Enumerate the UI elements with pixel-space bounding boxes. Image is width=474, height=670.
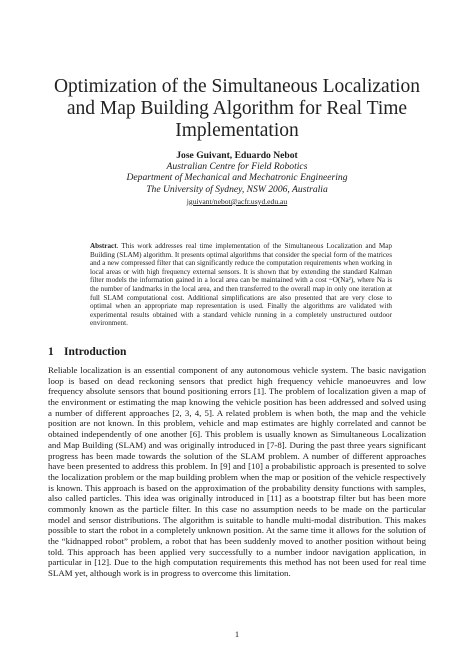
section-heading-introduction [48, 345, 126, 359]
affiliation-line-3: The University of Sydney, NSW 2006, Australia [146, 183, 328, 195]
abstract-label: Abstract [90, 242, 117, 250]
paper-title: Optimization of the Simultaneous Localization and Map Building Algorithm for Real Time Implementation [53, 76, 421, 141]
introduction-paragraph: Reliable localization is an essential component of any autonomous vehicle system. The basic navigation loop is based on dead reckoning sensors that predict high frequency vehicle manoeuvres and low frequency absolute sensors that bound positioning errors [1]. The problem of localization given a map of the environment or estimating the map knowing the vehicle position has been addressed and solved using a number of different approaches [2, 3, 4, 5]. A related problem is when both, the map and the vehicle position are not known. In this problem, vehicle and map estimates are highly correlated and cannot be obtained independently of one another [6]. This problem is usually known as Simultaneous Localization and Map Building (SLAM) and was originally introduced in [7-8]. During the past three years significant progress has been made towards the solution of the SLAM problem. A number of different approaches have been presented to address this problem. In [9] and [10] a probabilistic approach is presented to solve the localization problem or the map building problem when the map or position of the vehicle respectively is known. This approach is based on the approximation of the probability density functions with samples, also called particles. This idea was originally introduced in [11] as a bootstrap filter but has been more commonly known as the particle filter. In this case no assumption needs to be made on the particular model and sensor distributions. The algorithm is suitable to handle multi-modal distribution. This makes possible to start the robot in a completely unknown position. At the same time it allows for the solution of the “kidnapped robot” problem, a robot that has been suddenly moved to another position without being told. This approach has been applied very successfully to a number indoor navigation application, in particular in [12]. Due to the high computation requirements this method has not been used for real time SLAM yet, although work is in progress to overcome this limitation. [48, 365, 426, 579]
page-number: 1 [234, 629, 240, 639]
affiliation-line-1: Australian Centre for Field Robotics [166, 161, 308, 173]
author-email[interactable]: jguivant/nebot@acfr.usyd.edu.au [186, 196, 288, 206]
abstract-text: . This work addresses real time implementation of the Simultaneous Localization and Map Building (SLAM) algorithm. It presents optimal algorithms that consider the special form of the matrices and a new compressed filter that can significantly reduce the computation requirements when working in local areas or with high frequency external sensors. It is shown that by extending the standard Kalman filter models the information gained in a local area can be maintained with a cost ~O(Na²), where Na is the number of landmarks in the local area, and then transferred to the overall map in only one iteration at full SLAM computational cost. Additional simplifications are also presented that are very close to optimal when an appropriate map representation is used. Finally the algorithms are validated with experimental results obtained with a standard vehicle running in a completely unstructured outdoor environment. [90, 242, 392, 328]
author-block [40, 150, 434, 207]
abstract [90, 242, 392, 328]
introduction-body [48, 365, 426, 579]
section-title: Introduction [64, 346, 127, 358]
affiliation-line-2: Department of Mechanical and Mechatronic Engineering [126, 172, 348, 184]
author-names: Jose Guivant, Eduardo Nebot [176, 150, 298, 161]
section-number: 1 [48, 346, 54, 358]
